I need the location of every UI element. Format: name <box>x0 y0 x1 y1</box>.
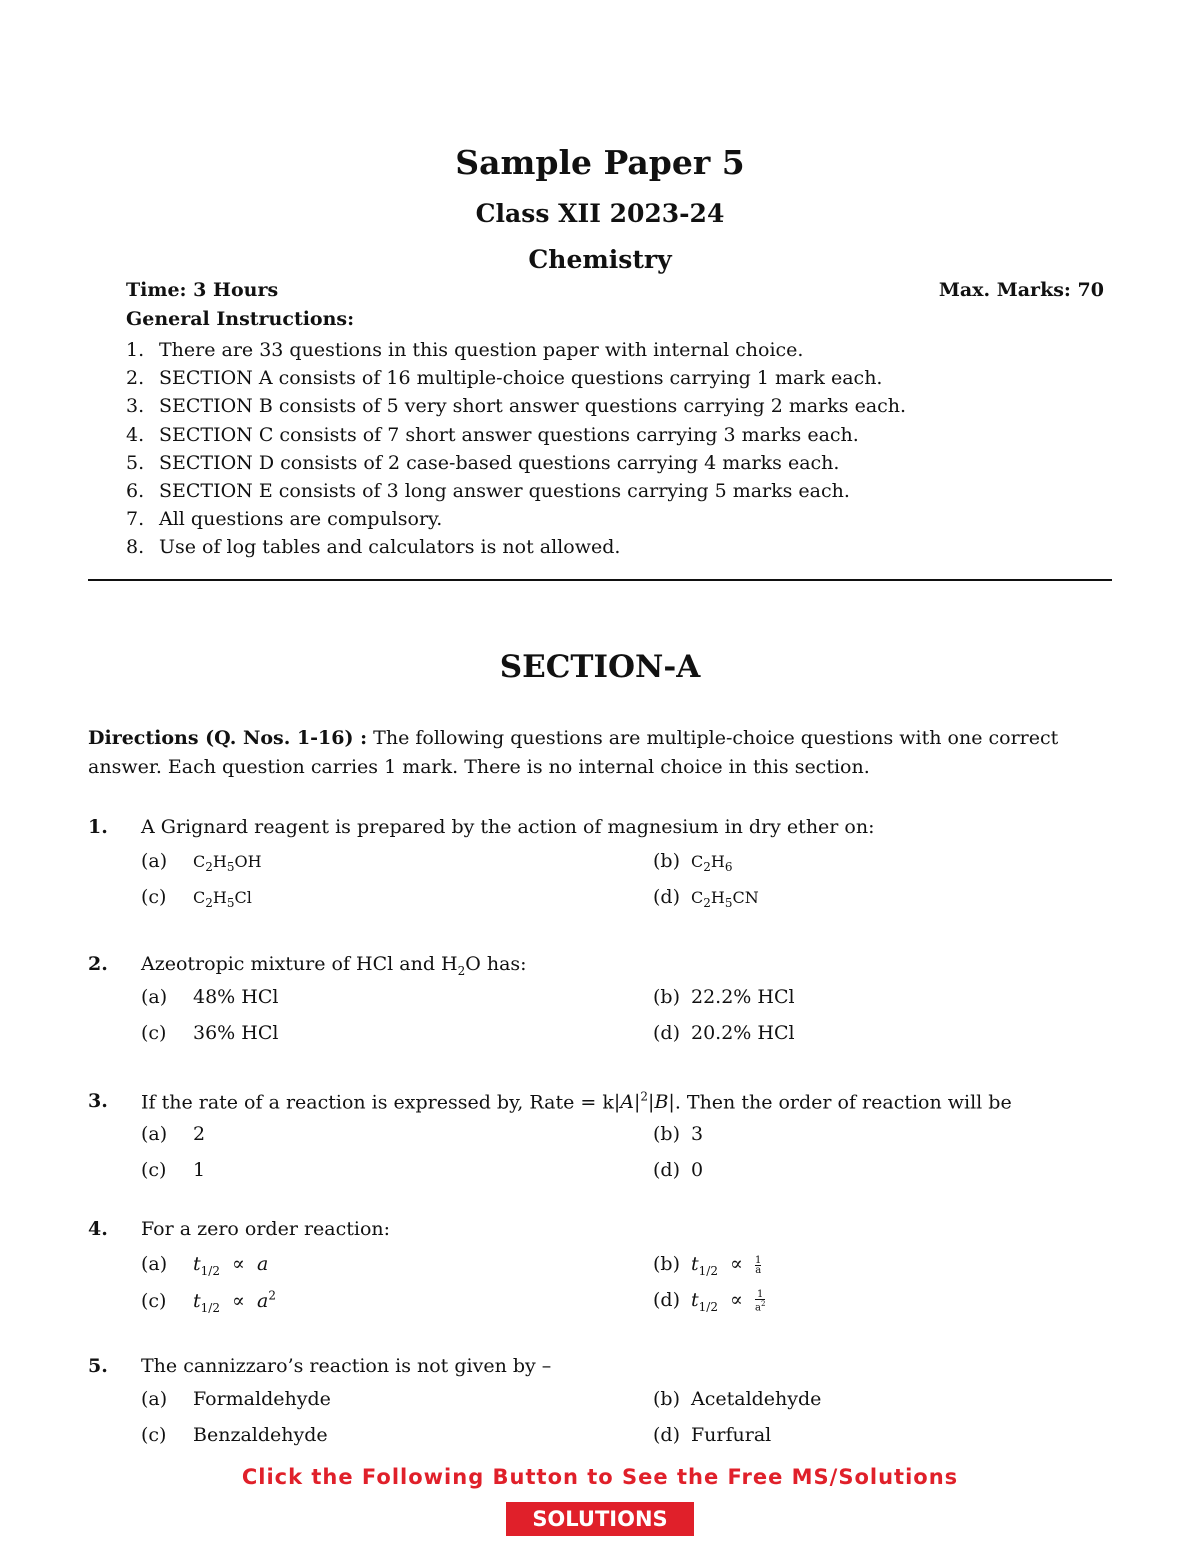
question-number: 3. <box>88 1090 108 1112</box>
question-number: 5. <box>88 1355 108 1377</box>
option-3b: (b) 3 <box>653 1123 704 1145</box>
question-text: A Grignard reagent is prepared by the action of magnesium in dry ether on: <box>141 816 875 838</box>
solutions-cta-text: Click the Following Button to See the Free MS/Solutions <box>241 1465 959 1489</box>
paper-subject: Chemistry <box>528 245 672 274</box>
instruction-item: 1. There are 33 questions in this question paper with internal choice. <box>126 339 804 361</box>
instruction-item: 8. Use of log tables and calculators is not allowed. <box>126 536 621 559</box>
option-1d: (d) $C_2H_5CN$ <box>653 886 759 911</box>
solutions-button[interactable]: SOLUTIONS <box>506 1502 694 1536</box>
instruction-item: 7. All questions are compulsory. <box>126 508 443 531</box>
question-number: 2. <box>88 953 108 975</box>
option-3d: (d) 0 <box>653 1159 704 1181</box>
option-4c: (c) $t_{1/2} \propto a^2$ <box>141 1289 276 1316</box>
directions-text: The following questions are multiple-choice questions with one correct answer. Each question carries 1 mark. There is no internal choice in this section. <box>88 727 1059 778</box>
instructions-list <box>126 336 906 562</box>
instruction-item: 4. SECTION C consists of 7 short answer questions carrying 3 marks each. <box>126 423 859 446</box>
option-4d: (d) $t_{1/2}$ ∝ $\frac{1}{a^2}$ <box>653 1288 766 1314</box>
option-2d: (d) 20.2% HCl <box>653 1022 795 1044</box>
option-4a: (a) $t_{1/2} \propto a$ <box>141 1253 269 1278</box>
instruction-item: 6. SECTION E consists of 3 long answer questions carrying 5 marks each. <box>126 479 850 502</box>
option-5c: (c) Benzaldehyde <box>141 1424 328 1446</box>
instructions-heading: General Instructions: <box>126 308 355 330</box>
option-1a: (a) $C_2H_5OH$ <box>141 850 262 875</box>
question-number: 4. <box>88 1218 108 1240</box>
question-text: If the rate of a reaction is expressed by, Rate = $k|A|^2|B|$. Then the order of reaction will be <box>141 1090 1012 1114</box>
time-allowed: Time: 3 Hours <box>126 279 279 301</box>
section-directions <box>88 724 1118 782</box>
option-2a: (a) 48% HCl <box>141 986 279 1008</box>
option-4b: (b) $t_{1/2}$ ∝ $\frac{1}{a}$ <box>653 1253 762 1278</box>
option-2c: (c) 36% HCl <box>141 1022 279 1044</box>
option-5a: (a) Formaldehyde <box>141 1388 331 1410</box>
instruction-item: 5. SECTION D consists of 2 case-based questions carrying 4 marks each. <box>126 451 840 474</box>
paper-title: Sample Paper 5 <box>455 143 745 182</box>
question-text: For a zero order reaction: <box>141 1218 391 1240</box>
question-number: 1. <box>88 816 108 838</box>
paper-class: Class XII 2023-24 <box>475 199 725 228</box>
rate-expression: $|A|^2|B|$ <box>613 1090 675 1114</box>
section-title: SECTION-A <box>499 649 701 685</box>
option-3c: (c) 1 <box>141 1159 206 1181</box>
instruction-item: 2. SECTION A consists of 16 multiple-choice questions carrying 1 mark each. <box>126 367 883 390</box>
directions-label: Directions (Q. Nos. 1-16) : <box>88 727 368 749</box>
option-1b: (b) $C_2H_6$ <box>653 850 733 875</box>
question-text: Azeotropic mixture of HCl and $H_2O$ has: <box>141 953 527 978</box>
option-3a: (a) 2 <box>141 1123 206 1145</box>
question-text: The cannizzaro’s reaction is not given by – <box>141 1355 552 1377</box>
max-marks: Max. Marks: 70 <box>938 279 1104 301</box>
option-1c: (c) $C_2H_5Cl$ <box>141 886 252 911</box>
option-5b: (b) Acetaldehyde <box>653 1388 822 1410</box>
header-divider <box>88 579 1112 581</box>
option-2b: (b) 22.2% HCl <box>653 986 795 1008</box>
option-5d: (d) Furfural <box>653 1424 772 1446</box>
instruction-item: 3. SECTION B consists of 5 very short answer questions carrying 2 marks each. <box>126 395 907 418</box>
